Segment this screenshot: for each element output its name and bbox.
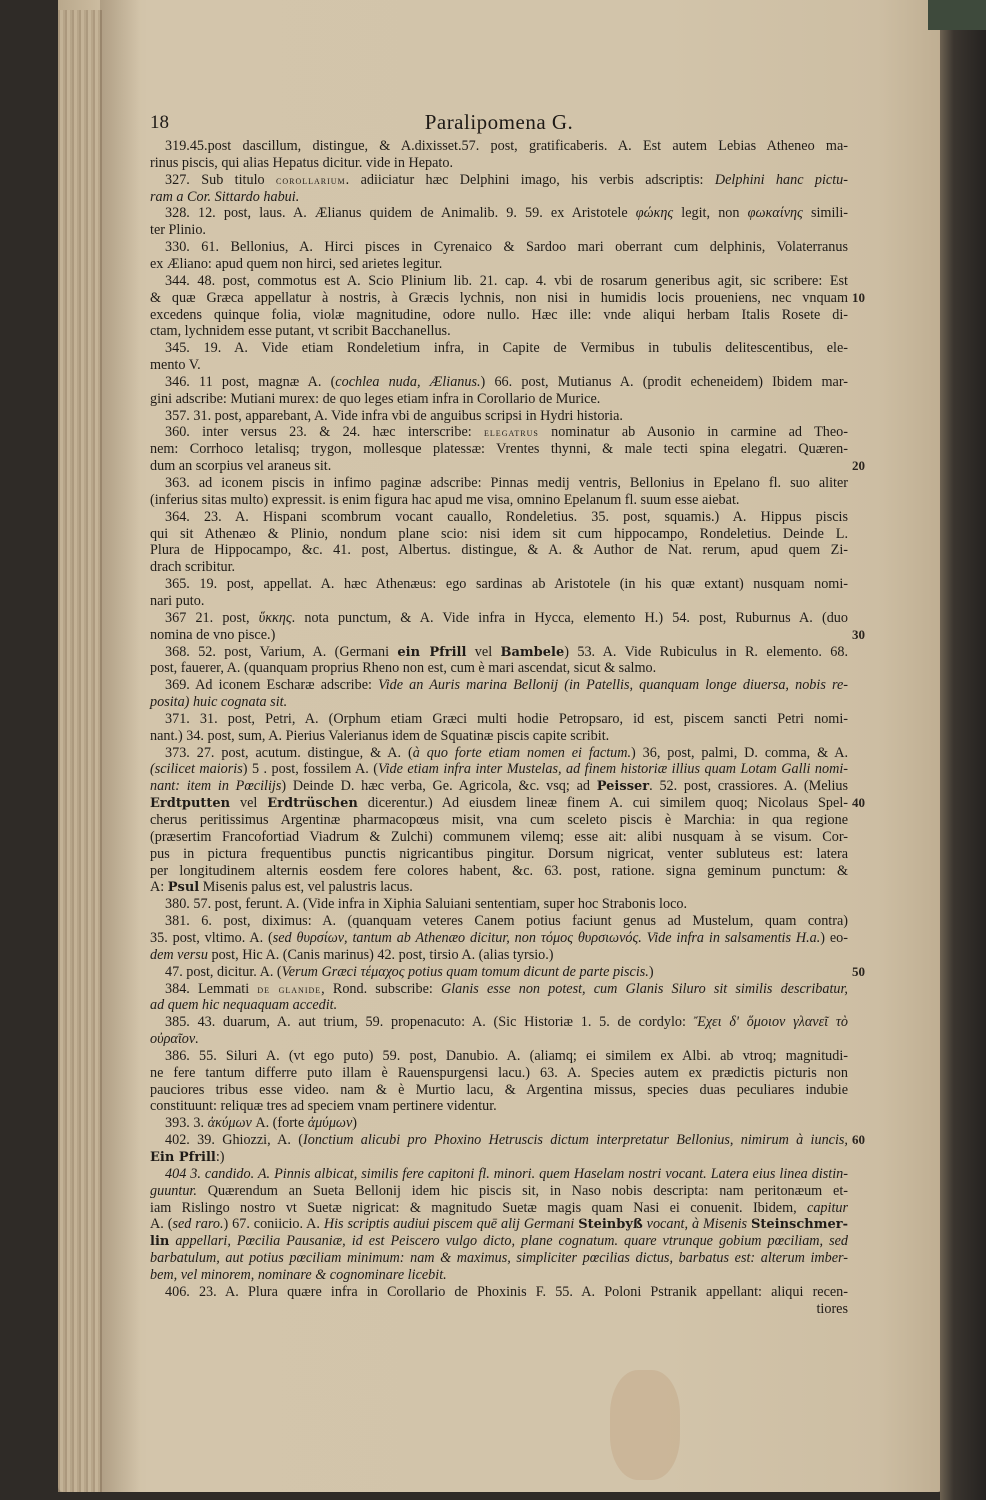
cover-corner: [928, 0, 986, 30]
text-segment: 47. post, dicitur. A. (: [165, 963, 282, 980]
text-segment: ne fere tantum differre puto illam è Rauenspurgensi lacu.) 63. A. Species autem ex prædictis picturis non: [150, 1064, 848, 1081]
text-segment: 369. Ad iconem Escharæ adscribe:: [165, 677, 379, 694]
text-line: [165, 913, 848, 930]
text-segment: ) eo-: [820, 929, 848, 946]
text-segment: Ein Pfrill: [150, 1150, 216, 1165]
text-segment: 406. 23. A. Plura quære infra in Corollario de Phoxinis F. 55. A. Poloni Pstranik appellant: aliqui recen-: [165, 1283, 848, 1300]
text-line: [165, 1132, 848, 1149]
text-segment: pauciores tribus esse video. nam & è Murtio lacu, & Argentina missus, species duas peculiares indubie: [150, 1081, 848, 1098]
page-number: 18: [150, 112, 169, 133]
text-segment: legit, non: [673, 205, 748, 222]
text-segment: à quo forte etiam nomen ei factum.: [412, 744, 632, 761]
text-segment: corollarium: [276, 172, 346, 187]
text-segment: 367 21. post,: [165, 609, 259, 626]
text-segment: οὐραῖον.: [150, 1031, 199, 1048]
text-segment: ein Pfrill: [397, 644, 467, 660]
text-line: [165, 374, 848, 391]
text-segment: 402. 39. Ghiozzi, A. (: [165, 1132, 304, 1149]
text-segment: nant: item in Pœcilijs: [150, 778, 282, 795]
text-line: [150, 542, 848, 559]
text-segment: 330. 61. Bellonius, A. Hirci pisces in Cyrenaico & Sardoo mari oberrant cum delphinis, Volaterranus: [165, 239, 848, 256]
margin-line-number: 50: [852, 963, 865, 979]
text-segment: ) 5 . post, fossilem A. (: [242, 761, 378, 778]
text-segment: 328. 12. post, laus. A. Ælianus quidem de Animalib. 9. 59. ex Aristotele: [165, 205, 636, 222]
text-segment: ctam, lychnidem esse putant, vt scribit Bacchanellus.: [150, 323, 451, 340]
text-segment: ) 36, post, palmi, D. comma, & A.: [631, 744, 848, 761]
text-segment: 319.45.post dascillum, distingue, & A.dixisset.57. post, gratificaberis. A. Est autem Lebias Atheneo ma-: [165, 138, 848, 154]
text-segment: 35. post, vltimo. A. (: [150, 929, 273, 946]
text-line: [150, 441, 848, 458]
text-segment: iam Rislingo nostro vt Suetæ nigricat: & magnitudo Suetæ magis quam Nasi ei conuenit. Ibidem,: [150, 1199, 808, 1216]
text-segment: ὕκκης: [258, 609, 292, 626]
text-line: [165, 1284, 848, 1301]
text-segment: ad quem hic nequaquam accedit.: [150, 997, 338, 1014]
text-segment: simili-: [802, 205, 848, 222]
text-segment: His scriptis audiui piscem quē alij Germani: [323, 1216, 579, 1233]
text-segment: φώκης: [635, 205, 674, 222]
text-segment: ram a Cor. Sittardo habui.: [150, 188, 300, 205]
text-line: [150, 492, 848, 509]
text-segment: Vide etiam infra inter Mustelas, ad finem historiæ illius quam Lotam Galli nomi-: [377, 761, 848, 778]
text-line: [165, 677, 848, 694]
text-segment: ): [352, 1115, 357, 1132]
text-segment: 384. Lemmati: [165, 980, 258, 997]
text-line: [150, 879, 848, 896]
paper-stain: [610, 1370, 680, 1480]
text-line: [150, 391, 848, 408]
text-line: [150, 1183, 848, 1200]
text-line: [150, 357, 848, 374]
text-segment: per longitudinem alternis eosdem fere colores habent, &c. 63. post, ratione. signa geminum punctum: &: [150, 862, 848, 879]
text-segment: Steinbyß: [578, 1217, 643, 1233]
text-line: [150, 222, 848, 239]
text-line: [150, 323, 848, 340]
text-line: [150, 1065, 848, 1082]
text-segment: Plura de Hippocampo, &c. 41. post, Albertus. distingue, & A. & Author de Nat. rerum, apud quem Zi-: [150, 542, 848, 559]
text-line: [150, 694, 848, 711]
text-segment: appellari, Pœcilia Pausaniæ, id est Peiscero vulgo dicto, plane cognatum. quare vtrunque gobium pœciliam, sed: [175, 1233, 848, 1250]
text-segment: cochlea nuda, Ælianus.: [335, 373, 481, 390]
text-segment: 357. 31. post, apparebant, A. Vide infra vbi de anguibus scripsi in Hydri historia.: [165, 407, 623, 424]
text-segment: A:: [150, 879, 168, 896]
text-line: [165, 610, 848, 627]
text-line: [150, 1216, 848, 1233]
text-segment: Ἔχει δ' ὅμοιον γλανεῖ τὸ: [693, 1014, 848, 1031]
text-segment: capitur: [807, 1199, 848, 1216]
text-line: [150, 526, 848, 543]
text-line: [150, 559, 848, 576]
text-segment: 344. 48. post, commotus est A. Scio Plinium lib. 21. cap. 4. vbi de rosarum generibus agit, sic scribere: Est: [165, 272, 848, 289]
text-line: [165, 1115, 848, 1132]
text-segment: ) Deinde D. hæc verba, Ge. Agricola, &c. vsq; ad: [281, 778, 597, 795]
text-segment: 345. 19. A. Vide etiam Rondeletium infra, in Capite de Vermibus in tubulis delitescentibus, ele-: [165, 340, 848, 357]
text-segment: dem versu: [150, 946, 208, 963]
text-segment: Glanis esse non potest, cum Glanis Siluro sit similis describatur,: [440, 980, 848, 997]
margin-line-number: 60: [852, 1132, 865, 1148]
text-segment: ) 66. post, Mutianus A. (prodit echeneidem) Ibidem mar-: [480, 373, 848, 390]
text-segment: bem, vel minorem, nominare & cognominare licebit.: [150, 1266, 447, 1283]
text-segment: 371. 31. post, Petri, A. (Orphum etiam Græci multi hodie Petropsaro, id est, piscem sancti Petri nomi-: [165, 710, 848, 727]
text-segment: dum an scorpius vel araneus sit.: [150, 458, 332, 475]
text-line: [150, 997, 848, 1014]
margin-line-number: 10: [852, 289, 865, 305]
text-segment: 373. 27. post, acutum. distingue, & A. (: [165, 744, 413, 761]
text-segment: vel: [466, 643, 501, 660]
text-segment: dicerentur.) Ad eiusdem lineæ finem A. cui similem quoq; Nicolaus Spel-: [357, 795, 848, 812]
text-segment: ἀμύμων: [307, 1115, 353, 1132]
text-line: [150, 1031, 848, 1048]
text-segment: Bambele: [500, 644, 565, 660]
text-segment: nomina de vno pisce.): [150, 626, 276, 643]
text-segment: 346. 11 post, magnæ A. (: [165, 373, 336, 390]
text-segment: posita) huic cognata sit.: [150, 694, 288, 711]
text-segment: 380. 57. post, ferunt. A. (Vide infra in Xiphia Saluiani sententiam, super hoc Strabonis loco.: [165, 896, 688, 913]
text-segment: . nota punctum, & A. Vide infra in Hycca, elemento H.) 54. post, Ruburnus A. (duo: [291, 609, 848, 626]
text-segment: rinus piscis, qui alias Hepatus dicitur. vide in Hepato.: [150, 154, 454, 171]
text-segment: φωκαίνης: [747, 205, 803, 222]
text-segment: Erdtputten: [150, 796, 231, 812]
text-segment: scilicet maioris: [154, 761, 243, 778]
text-segment: :): [215, 1149, 225, 1165]
text-line: [165, 205, 848, 222]
text-segment: A. (: [150, 1216, 173, 1233]
text-segment: cherus peritissimus Argentinæ pharmacopœus misit, vna cum sceleto piscis è Marchia: in qua regione: [150, 812, 848, 828]
margin-line-number: 20: [852, 458, 865, 474]
text-segment: 327. Sub titulo: [165, 171, 276, 188]
text-line: [150, 863, 848, 880]
text-segment: ex Æliano: apud quem non hirci, sed arietes legitur.: [150, 255, 443, 272]
text-segment: vocant, à Misenis: [642, 1216, 751, 1233]
text-segment: 365. 19. post, appellat. A. hæc Athenæus: ego sardinas ab Aristotele (in his quæ extant) nusquam nomi-: [165, 576, 848, 593]
text-segment: pus in pictura frequentibus punctis nigricantibus pingitur. Dorsum nigricat, venter subluteus est: latera: [150, 845, 848, 862]
margin-line-number: 40: [852, 795, 865, 811]
text-segment: 393. 3.: [165, 1115, 208, 1132]
text-segment: , Rond. subscribe:: [321, 980, 441, 997]
text-segment: Misenis palus est, vel palustris lacus.: [199, 879, 413, 896]
text-line: [150, 1098, 848, 1115]
text-line: [150, 307, 848, 324]
text-line: [165, 981, 848, 998]
text-segment: & quæ Græca appellatur à nostris, à Græcis lychnis, non nisi in humidis locis proueniens, nec vnquam: [150, 289, 848, 306]
text-line: [165, 964, 848, 981]
text-segment: de glanide: [257, 981, 322, 996]
text-line: [150, 1200, 848, 1217]
margin-line-number: 30: [852, 626, 865, 642]
text-line: [150, 947, 848, 964]
text-segment: 363. ad iconem piscis in infimo paginæ adscribe: Pinnas medij ventris, Bellonius in Epelano fl. suo aliter: [165, 475, 848, 491]
text-segment: (inferius sitas multo) expressit. is enim figura hac apud me visa, omnino Epelanum fl. suum esse aiebat.: [150, 491, 740, 508]
text-segment: post, fauerer, A. (quanquam proprius Rheno non est, cum è mari ascendat, sicut & salmo.: [150, 660, 657, 677]
text-segment: excedens quinque folia, violæ magnitudine, odore nullo. Hæc ille: vnde aliqui herbam Italis Rosete di-: [150, 306, 848, 323]
text-line: [150, 290, 848, 307]
text-line: [150, 795, 848, 812]
text-line: [150, 846, 848, 863]
text-segment: guuntur.: [150, 1182, 197, 1199]
text-line: [165, 408, 848, 425]
text-segment: drach scribitur.: [150, 559, 236, 576]
text-line: [165, 273, 848, 290]
text-line: [165, 172, 848, 189]
text-segment: nant.) 34. post, sum, A. Pierius Valerianus idem de Squatinæ piscis capite scribit.: [150, 727, 610, 744]
text-segment: lin: [150, 1234, 170, 1250]
text-segment: tiores: [816, 1300, 848, 1317]
text-segment: nominatur ab Ausonio in carmine ad Theo-: [538, 424, 848, 441]
text-line: [150, 256, 848, 273]
text-segment: 385. 43. duarum, A. aut trium, 59. propenacuto: A. (Sic Historiæ 1. 5. de cordylo:: [165, 1014, 694, 1031]
text-segment: ) 53. A. Vide Rubiculus in R. elemento. 68.: [564, 643, 848, 660]
text-line: [150, 930, 848, 947]
text-line: [165, 424, 848, 441]
running-head: Paralipomena G.: [424, 110, 574, 134]
text-segment: A. (forte: [251, 1115, 308, 1132]
text-line: [150, 778, 848, 795]
text-line: [150, 829, 848, 846]
text-line: [165, 509, 848, 526]
text-line: [150, 1301, 848, 1318]
text-segment: post, Hic A. (Canis marinus) 42. post, tirsio A. (alias tyrsio.): [207, 946, 554, 963]
text-line: [150, 627, 848, 644]
text-segment: ) 67. coniicio. A.: [223, 1216, 324, 1233]
text-line: [150, 155, 848, 172]
text-line: [150, 1233, 848, 1250]
text-segment: Vide an Auris marina Bellonij (in Patellis, quanquam longe diuersa, nobis re-: [378, 677, 848, 694]
text-line: [165, 1014, 848, 1031]
text-line: [165, 711, 848, 728]
book-cover-edge: [940, 0, 986, 1500]
page-stack-edge: [58, 10, 102, 1492]
text-segment: gini adscribe: Mutiani murex: de quo leges etiam infra in Corollario de Murice.: [150, 390, 601, 407]
text-line: [165, 239, 848, 256]
text-segment: 404 3. candido. A. Pinnis albicat, similis fere capitoni fl. minori. quem Haselam nostri vocant. Latera eius linea distin-: [165, 1165, 848, 1182]
text-line: [165, 576, 848, 593]
text-line: [150, 189, 848, 206]
text-segment: barbatulum, aut potius pœciliam minimum: nam & maximus, simpliciter pœcilias dictus, barbatus est: alterum imber-: [150, 1250, 848, 1267]
text-segment: Ionctium alicubi pro Phoxino Hetruscis dictum interpretatur Bellonius, nimirum à iuncis,: [303, 1132, 848, 1149]
text-line: [150, 458, 848, 475]
text-line: [150, 812, 848, 829]
text-line: [165, 644, 848, 661]
text-segment: sed raro.: [172, 1216, 224, 1233]
text-segment: 360. inter versus 23. & 24. hæc interscribe:: [165, 424, 485, 441]
text-line: [150, 593, 848, 610]
text-line: [165, 1166, 848, 1183]
text-line: [165, 1048, 848, 1065]
text-segment: Quærendum an Sueta Bellonij idem hic piscis sit, in Naso nobis descripta: nam peritonæum et-: [196, 1182, 848, 1199]
text-segment: nem: Corrhoco letalisq; trygon, mollesque platessæ: Vrentes thynni, & male tecti spina elegatri. Quæren-: [150, 441, 848, 458]
text-segment: 364. 23. A. Hispani scombrum vocant cauallo, Rondeletius. 35. post, squamis.) A. Hippus piscis: [165, 508, 848, 525]
text-segment: . adiiciatur hæc Delphini imago, his verbis adscriptis:: [345, 171, 715, 188]
text-line: [150, 1250, 848, 1267]
text-segment: Delphini hanc pictu-: [714, 171, 848, 188]
text-segment: . 52. post, crassiores. A. (Melius: [649, 778, 848, 795]
text-line: [150, 1082, 848, 1099]
gutter-shadow: [100, 0, 140, 1492]
text-segment: (præsertim Francofortiad Viadrum & Zulchi) communem vilemq; esse ait: alibi nusquam à se visum. Cor-: [150, 828, 848, 845]
text-segment: 381. 6. post, diximus: A. (quanquam veteres Canem potius faciunt genus ad Mustelum, quam contra): [165, 913, 848, 930]
text-line: [150, 761, 848, 778]
text-segment: Peisser: [596, 779, 650, 795]
text-segment: nari puto.: [150, 592, 205, 609]
text-segment: ter Plinio.: [150, 222, 206, 239]
text-segment: (: [150, 761, 155, 778]
text-line: [150, 728, 848, 745]
text-line: [165, 745, 848, 762]
text-line: [150, 1149, 848, 1166]
text-line: [165, 138, 848, 155]
text-line: [150, 1267, 848, 1284]
text-segment: sed θυρσίων, tantum ab Athenæo dicitur, non τόμος θυρσιωνός. Vide infra in salsamentis H.a.: [272, 929, 821, 946]
text-segment: Psul: [167, 880, 200, 896]
text-line: [150, 660, 848, 677]
text-segment: 386. 55. Siluri A. (vt ego puto) 59. post, Danubio. A. (aliamq; ei similem ex Albi. ab vtroq; magnitudi-: [165, 1047, 848, 1064]
text-segment: ἀκύμων: [207, 1115, 252, 1132]
text-segment: constituunt: reliquæ tres ad speciem vnam pertinere videntur.: [150, 1098, 497, 1115]
text-segment: qui sit Athenæo & Plinio, nondum plane scio: nisi idem sit cum hippocampo, Rondeletius. Deinde L.: [150, 525, 848, 542]
text-segment: vel: [230, 795, 268, 812]
text-segment: Erdtrüschen: [267, 796, 358, 812]
text-segment: elegatrus: [484, 425, 539, 440]
page-header: [150, 110, 848, 136]
text-line: [165, 896, 848, 913]
text-segment: Verum Græci τέμαχος potius quam tomum dicunt de parte piscis.: [281, 963, 649, 980]
text-segment: mento V.: [150, 357, 201, 374]
text-segment: ): [648, 963, 654, 980]
text-line: [165, 340, 848, 357]
text-line: [165, 475, 848, 492]
text-segment: Steinschmer-: [750, 1217, 848, 1233]
text-segment: 368. 52. post, Varium, A. (Germani: [165, 643, 398, 660]
